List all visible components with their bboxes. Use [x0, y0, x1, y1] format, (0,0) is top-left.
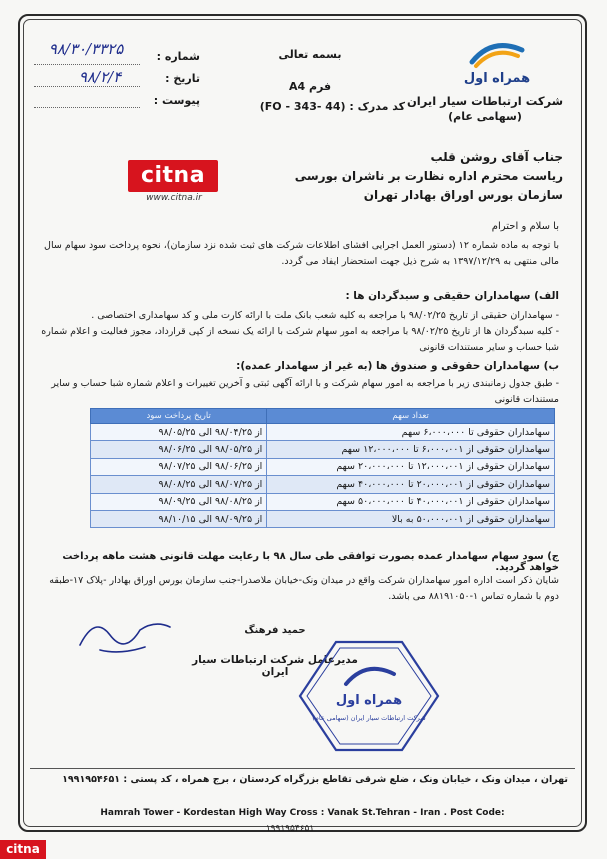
- addressee-title: ریاست محترم اداره نظارت بر ناشران بورسی: [294, 169, 563, 183]
- table-row: [91, 493, 555, 510]
- date-label: تاریخ :: [165, 72, 200, 85]
- footer-address-fa: تهران ، میدان ونک ، خیابان ونک ، ضلع شرقی تقاطع بزرگراه کردستان ، برج همراه ، کد پستی : ۱۹۹۱۹۵۴۶۵۱: [62, 774, 568, 785]
- hamrah-aval-logo-icon: [462, 32, 532, 88]
- company-seal-icon: [296, 638, 442, 754]
- section-a-title: الف) سهامداران حقیقی و سبدگردان ها :: [345, 290, 559, 302]
- signer-title: مدیرعامل شرکت ارتباطات سیار ایران: [192, 654, 358, 678]
- date-value: ۹۸/۲/۴: [78, 68, 122, 86]
- doc-code-value: (FO - 343- 44): [259, 100, 346, 113]
- company-type: (سهامی عام): [448, 110, 522, 123]
- cell-dates: از ۹۸/۰۹/۲۵ الی ۹۸/۱۰/۱۵: [91, 510, 267, 527]
- number-value: ۹۸/۳۰/۳۳۲۵: [48, 40, 124, 58]
- section-c: ج) سود سهام سهامدار عمده بصورت توافقی طی سال ۹۸ با رعایت مهلت قانونی هشت ماهه پرداخت خواهد گردید.: [62, 551, 559, 573]
- table-row: [91, 510, 555, 527]
- closing-paragraph: شایان ذکر است اداره امور سهامداران شرکت واقع در میدان ونک-خیابان ملاصدرا-جنب سازمان بورس اوراق بهادار -پلاک ۱۷-طبقه دوم با شماره تماس ۱-۸۸۱۹۱۰۵۰ می باشد.: [49, 575, 559, 602]
- footer-postcode: ۱۹۹۱۹۵۴۶۵۱: [265, 824, 315, 834]
- company-name: شرکت ارتباطات سیار ایران: [406, 94, 564, 108]
- cell-dates: از ۹۸/۰۶/۲۵ الی ۹۸/۰۷/۲۵: [91, 458, 267, 475]
- footer-divider: [30, 768, 575, 769]
- number-line: [34, 64, 140, 65]
- form-label: فرم A4: [288, 80, 332, 93]
- cell-dates: از ۹۸/۰۴/۲۵ الی ۹۸/۰۵/۲۵: [91, 424, 267, 441]
- citna-wordmark: citna: [140, 163, 206, 188]
- addressee-name: جناب آقای روشن قلب: [430, 150, 563, 164]
- number-label: شماره :: [156, 50, 200, 63]
- cell-dates: از ۹۸/۰۵/۲۵ الی ۹۸/۰۶/۲۵: [91, 441, 267, 458]
- intro-paragraph: با توجه به ماده شماره ۱۲ (دستور العمل اجرایی افشای اطلاعات شرکت های ثبت شده نزد سازمان)، نحوه پرداخت سود سهام سال مالی منتهی به ۱۳۹۷/۱۲/۲۹ به شرح ذیل جهت استحضار ایفاد می گردد.: [44, 240, 559, 267]
- table-row: [91, 476, 555, 493]
- bismillah: بسمه تعالی: [278, 48, 342, 61]
- logo-wordmark: همراه اول: [463, 71, 531, 86]
- table-row: [91, 424, 555, 441]
- seal-wordmark: همراه اول: [335, 693, 403, 708]
- cell-holders: سهامداران حقوقی از ۲۰،۰۰۰،۰۰۱ تا ۴۰،۰۰۰،۰۰۰ سهم: [267, 476, 555, 493]
- cell-holders: سهامداران حقوقی از ۶،۰۰۰،۰۰۱ تا ۱۲،۰۰۰،۰۰۰ سهم: [267, 441, 555, 458]
- section-b-item-1: - طبق جدول زمانبندی زیر با مراجعه به امور سهام شرکت و با ارائه آگهی ثبتی و آخرین تغییرات و اعلام شماره شبا حساب و سایر مستندات قانونی: [51, 378, 559, 405]
- col-header-holders: تعداد سهم: [267, 409, 555, 424]
- citna-corner-logo: citna: [0, 840, 46, 859]
- date-line: [34, 86, 140, 87]
- seal-company-text: شرکت ارتباطات سیار ایران (سهامی عام): [312, 714, 426, 722]
- greeting: با سلام و احترام: [491, 221, 559, 232]
- handwritten-signature-icon: [70, 605, 190, 665]
- citna-url: www.citna.ir: [146, 193, 202, 203]
- footer-address-en: Hamrah Tower - Kordestan High Way Cross : Vanak St.Tehran - Iran . Post Code:: [100, 808, 505, 818]
- table-row: [91, 441, 555, 458]
- section-b-title: ب) سهامداران حقوقی و صندوق ها (به غیر از سهامدار عمده):: [236, 360, 559, 372]
- cell-dates: از ۹۸/۰۷/۲۵ الی ۹۸/۰۸/۲۵: [91, 476, 267, 493]
- payment-schedule-table: [90, 408, 555, 528]
- attachment-line: [34, 107, 140, 108]
- section-a-item-2: - کلیه سبدگردان ها از تاریخ ۹۸/۰۲/۲۵ با مراجعه به امور سهام شرکت با ارائه یک نسخه از کپی قرارداد، مجوز فعالیت و اعلام شماره شبا حساب و سایر مستندات قانونی: [41, 326, 559, 353]
- cell-holders: سهامداران حقوقی از ۴۰،۰۰۰،۰۰۱ تا ۵۰،۰۰۰،۰۰۰ سهم: [267, 493, 555, 510]
- addressee-org: سازمان بورس اوراق بهادار تهران: [363, 188, 563, 202]
- col-header-dates: تاریخ پرداخت سود: [91, 409, 267, 424]
- cell-holders: سهامداران حقوقی تا ۶،۰۰۰،۰۰۰ سهم: [267, 424, 555, 441]
- section-a-item-1: - سهامداران حقیقی از تاریخ ۹۸/۰۲/۲۵ با مراجعه به کلیه شعب بانک ملت با ارائه کارت ملی و کد سهامداری اختصاصی .: [91, 310, 559, 321]
- cell-dates: از ۹۸/۰۸/۲۵ الی ۹۸/۰۹/۲۵: [91, 493, 267, 510]
- cell-holders: سهامداران حقوقی از ۱۲،۰۰۰،۰۰۱ تا ۲۰،۰۰۰،۰۰۰ سهم: [267, 458, 555, 475]
- signer-name: حمید فرهنگ: [244, 625, 306, 636]
- table-header-row: [91, 409, 555, 424]
- cell-holders: سهامداران حقوقی از ۵۰،۰۰۰،۰۰۱ به بالا: [267, 510, 555, 527]
- document-code: [215, 100, 405, 113]
- attachment-label: پیوست :: [153, 94, 200, 107]
- table-row: [91, 458, 555, 475]
- citna-watermark: [128, 160, 218, 192]
- doc-code-label: کد مدرک :: [349, 100, 405, 113]
